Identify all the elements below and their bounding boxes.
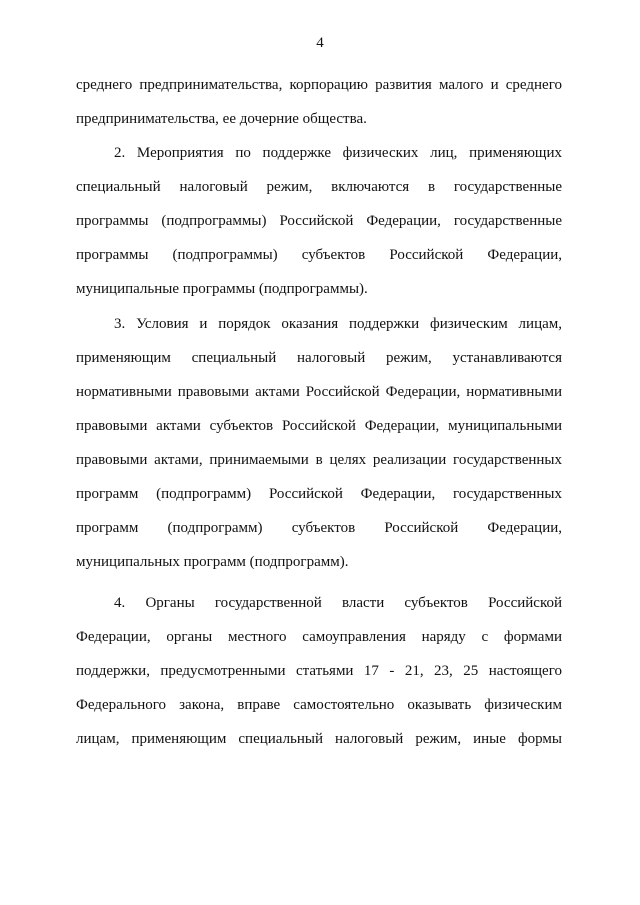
paragraph-line: муниципальные программы (подпрограммы). <box>76 281 368 297</box>
paragraph-line: Федерации, органы местного самоуправления наряду с формами <box>76 629 562 645</box>
paragraph-line: программ (подпрограмм) Российской Федерации, государственных <box>76 486 562 502</box>
paragraph-4 <box>76 586 562 756</box>
paragraph-line: применяющим специальный налоговый режим, устанавливаются <box>76 350 562 366</box>
page-number: 4 <box>316 35 324 51</box>
paragraph-1 <box>76 68 562 136</box>
paragraph-line: 3. Условия и порядок оказания поддержки физическим лицам, <box>114 316 562 332</box>
paragraph-line: нормативными правовыми актами Российской Федерации, нормативными <box>76 384 562 400</box>
paragraph-line: правовыми актами, принимаемыми в целях реализации государственных <box>76 452 562 468</box>
paragraph-line: поддержки, предусмотренными статьями 17 - 21, 23, 25 настоящего <box>76 663 562 679</box>
paragraph-line: специальный налоговый режим, включаются в государственные <box>76 179 562 195</box>
paragraph-line: муниципальных программ (подпрограмм). <box>76 554 349 570</box>
paragraph-line: правовыми актами субъектов Российской Федерации, муниципальными <box>76 418 562 434</box>
paragraph-line: программы (подпрограммы) Российской Федерации, государственные <box>76 213 562 229</box>
paragraph-3 <box>76 307 562 579</box>
paragraph-line: программы (подпрограммы) субъектов Российской Федерации, <box>76 247 562 263</box>
paragraph-line: программ (подпрограмм) субъектов Российской Федерации, <box>76 520 562 536</box>
paragraph-line: среднего предпринимательства, корпорацию развития малого и среднего <box>76 77 562 93</box>
paragraph-line: предпринимательства, ее дочерние общества. <box>76 111 367 127</box>
paragraph-line: лицам, применяющим специальный налоговый режим, иные формы <box>76 731 562 747</box>
paragraph-2 <box>76 136 562 306</box>
paragraph-line: 4. Органы государственной власти субъектов Российской <box>114 595 562 611</box>
paragraph-line: Федерального закона, вправе самостоятельно оказывать физическим <box>76 697 562 713</box>
paragraph-line: 2. Мероприятия по поддержке физических лиц, применяющих <box>114 145 562 161</box>
